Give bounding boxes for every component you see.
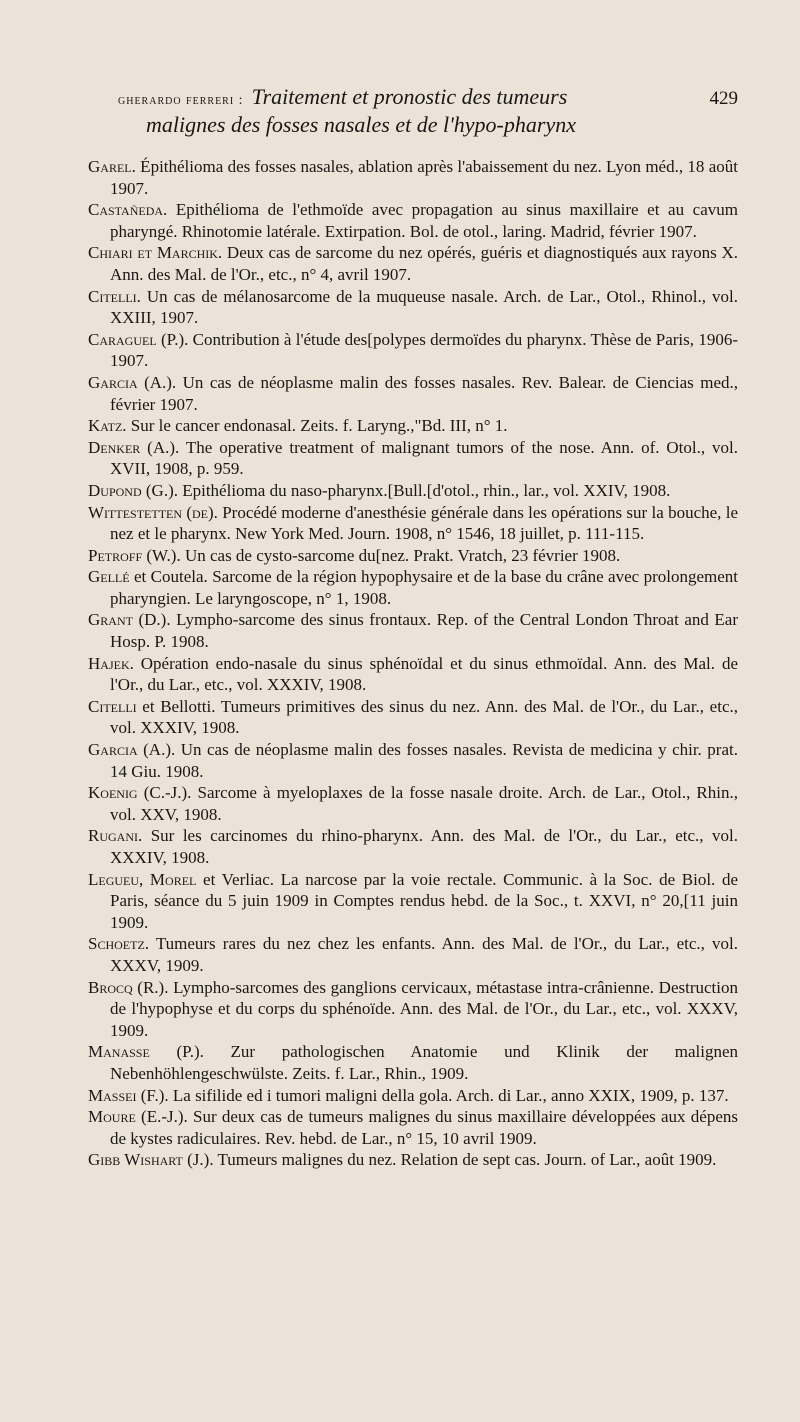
reference-text: (R.). Lympho-sarcomes des ganglions cervicaux, métastase intra-crânienne. Destruction de l'hypophyse et du corps du sphénoïde. Ann. des Mal. de l'Or., du Lar., etc., vol. XXXV, 1909. [110, 977, 738, 1040]
reference-author: Moure [88, 1107, 136, 1127]
reference-text: et Bellotti. Tumeurs primitives des sinus du nez. Ann. des Mal. de l'Or., du Lar., etc., vol. XXXIV, 1908. [110, 696, 738, 738]
reference-text: Procédé moderne d'anesthésie générale dans les opérations sur la bouche, le nez et le pharynx. New York Med. Journ. 1908, n° 1546, 18 juillet, p. 111-115. [110, 502, 739, 544]
reference-author: Garel. [88, 157, 136, 176]
reference-author: Koenig [88, 783, 138, 803]
reference-entry [88, 933, 738, 976]
reference-author: Grant [88, 610, 133, 630]
reference-author: Gibb Wishart [88, 1150, 183, 1170]
reference-entry [88, 609, 738, 652]
page-number: 429 [709, 88, 738, 109]
reference-entry [88, 286, 738, 329]
reference-entry [88, 1106, 738, 1149]
reference-text: (A.). Un cas de néoplasme malin des fosses nasales. Rev. Balear. de Ciencias med., février 1907. [110, 372, 738, 414]
reference-author: Gellé [88, 567, 130, 587]
reference-text: (F.). La sifilide ed i tumori maligni della gola. Arch. di Lar., anno XXIX, 1909, p. 137. [136, 1085, 729, 1105]
reference-text: Deux cas de sarcome du nez opérés, guéris et diagnostiqués aux rayons X. Ann. des Mal. de l'Or., etc., n° 4, avril 1907. [110, 243, 738, 284]
reference-entry [88, 1085, 738, 1107]
reference-text: Sur le cancer endonasal. Zeits. f. Laryng.,"Bd. III, n° 1. [126, 416, 508, 436]
reference-author: Chiari et Marchik. [88, 243, 223, 263]
header-title-line1: Traitement et pronostic des tumeurs [251, 84, 568, 109]
reference-entry [88, 825, 738, 868]
reference-author: Garcia [88, 740, 138, 760]
reference-text: (G.). Epithélioma du naso-pharynx.[Bull.[d'otol., rhin., lar., vol. XXIV, 1908. [141, 480, 671, 500]
reference-entry [88, 977, 738, 1042]
reference-entry [88, 329, 738, 372]
reference-text: et Coutela. Sarcome de la région hypophysaire et de la base du crâne avec prolongement pharyngien. Le laryngoscope, n° 1, 1908. [110, 567, 738, 608]
reference-text: Sur les carcinomes du rhino-pharynx. Ann. des Mal. de l'Or., du Lar., etc., vol. XXXIV, 1908. [110, 826, 738, 867]
reference-text: et Verliac. La narcose par la voie rectale. Communic. à la Soc. de Biol. de Paris, séance du 5 juin 1909 in Comptes rendus hebd. de la Soc., t. XXVI, n° 20,[11 juin 1909. [110, 869, 738, 932]
reference-text: (C.-J.). Sarcome à myeloplaxes de la fosse nasale droite. Arch. de Lar., Otol., Rhin., vol. XXV, 1908. [110, 783, 738, 824]
header-author: gherardo ferreri : [118, 93, 244, 108]
reference-author: Massei [88, 1085, 137, 1105]
reference-text: (A.). The operative treatment of malignant tumors of the nose. Ann. of. Otol., vol. XVII, 1908, p. 959. [110, 437, 738, 479]
reference-author: Rugani. [88, 826, 143, 846]
reference-author: Schoetz. [88, 934, 150, 954]
reference-entry [88, 502, 738, 545]
reference-entry [88, 739, 738, 782]
reference-author: Wittestetten (de). [88, 502, 218, 522]
reference-entry [88, 782, 738, 825]
reference-entry [88, 199, 738, 242]
reference-author: Manasse [88, 1042, 150, 1062]
reference-text: (A.). Un cas de néoplasme malin des fosses nasales. Revista de medicina y chir. prat. 14 Giu. 1908. [110, 740, 738, 781]
reference-entry [88, 372, 738, 415]
reference-entry [88, 156, 738, 199]
reference-text: (P.). Contribution à l'étude des[polypes dermoïdes du pharynx. Thèse de Paris, 1906-1907. [110, 329, 738, 371]
reference-text: Un cas de mélanosarcome de la muqueuse nasale. Arch. de Lar., Otol., Rhinol., vol. XXIII, 1907. [110, 286, 738, 328]
reference-author: Denker [88, 437, 141, 457]
reference-text: Epithélioma de l'ethmoïde avec propagation au sinus maxillaire et au cavum pharyngé. Rhinotomie latérale. Extirpation. Bol. de otol., laring. Madrid, février 1907. [110, 200, 738, 241]
reference-author: Citelli. [88, 286, 141, 306]
reference-entry [88, 566, 738, 609]
reference-author: Citelli [88, 696, 137, 716]
reference-text: Opération endo-nasale du sinus sphénoïdal et du sinus ethmoïdal. Ann. des Mal. de l'Or., du Lar., etc., vol. XXXIV, 1908. [110, 653, 738, 695]
reference-entry [88, 242, 738, 285]
reference-entry [88, 653, 738, 696]
running-header [118, 84, 738, 138]
reference-list [88, 156, 738, 1171]
header-title-line2: malignes des fosses nasales et de l'hypo-pharynx [146, 112, 576, 137]
reference-entry [88, 869, 738, 934]
reference-author: Brocq [88, 977, 133, 997]
reference-text: (W.). Un cas de cysto-sarcome du[nez. Prakt. Vratch, 23 février 1908. [142, 545, 621, 565]
reference-author: Hajek. [88, 653, 134, 673]
reference-author: Castañeda. [88, 200, 168, 220]
reference-text: (D.). Lympho-sarcome des sinus frontaux. Rep. of the Central London Throat and Ear Hosp. P. 1908. [110, 610, 738, 652]
reference-entry [88, 1041, 738, 1084]
reference-author: Dupond [88, 480, 142, 500]
reference-author: Caraguel [88, 329, 157, 349]
reference-text: Tumeurs rares du nez chez les enfants. Ann. des Mal. de l'Or., du Lar., etc., vol. XXXV, 1909. [110, 934, 738, 975]
reference-author: Legueu, Morel [88, 869, 197, 889]
reference-entry [88, 1149, 738, 1171]
reference-author: Garcia [88, 372, 138, 392]
reference-entry [88, 415, 738, 437]
reference-entry [88, 480, 738, 502]
reference-text: (P.). Zur pathologischen Anatomie und Klinik der malignen Nebenhöhlengeschwülste. Zeits. f. Lar., Rhin., 1909. [110, 1042, 738, 1083]
reference-entry [88, 696, 738, 739]
reference-entry [88, 545, 738, 567]
reference-text: (E.-J.). Sur deux cas de tumeurs malignes du sinus maxillaire développées aux dépens de kystes radiculaires. Rev. hebd. de Lar., n° 15, 10 avril 1909. [110, 1107, 738, 1148]
reference-author: Katz. [88, 416, 127, 436]
reference-entry [88, 437, 738, 480]
reference-text: Épithélioma des fosses nasales, ablation après l'abaissement du nez. Lyon méd., 18 août 1907. [110, 157, 738, 198]
reference-author: Petroff [88, 545, 143, 565]
reference-text: (J.). Tumeurs malignes du nez. Relation de sept cas. Journ. of Lar., août 1909. [182, 1150, 717, 1170]
